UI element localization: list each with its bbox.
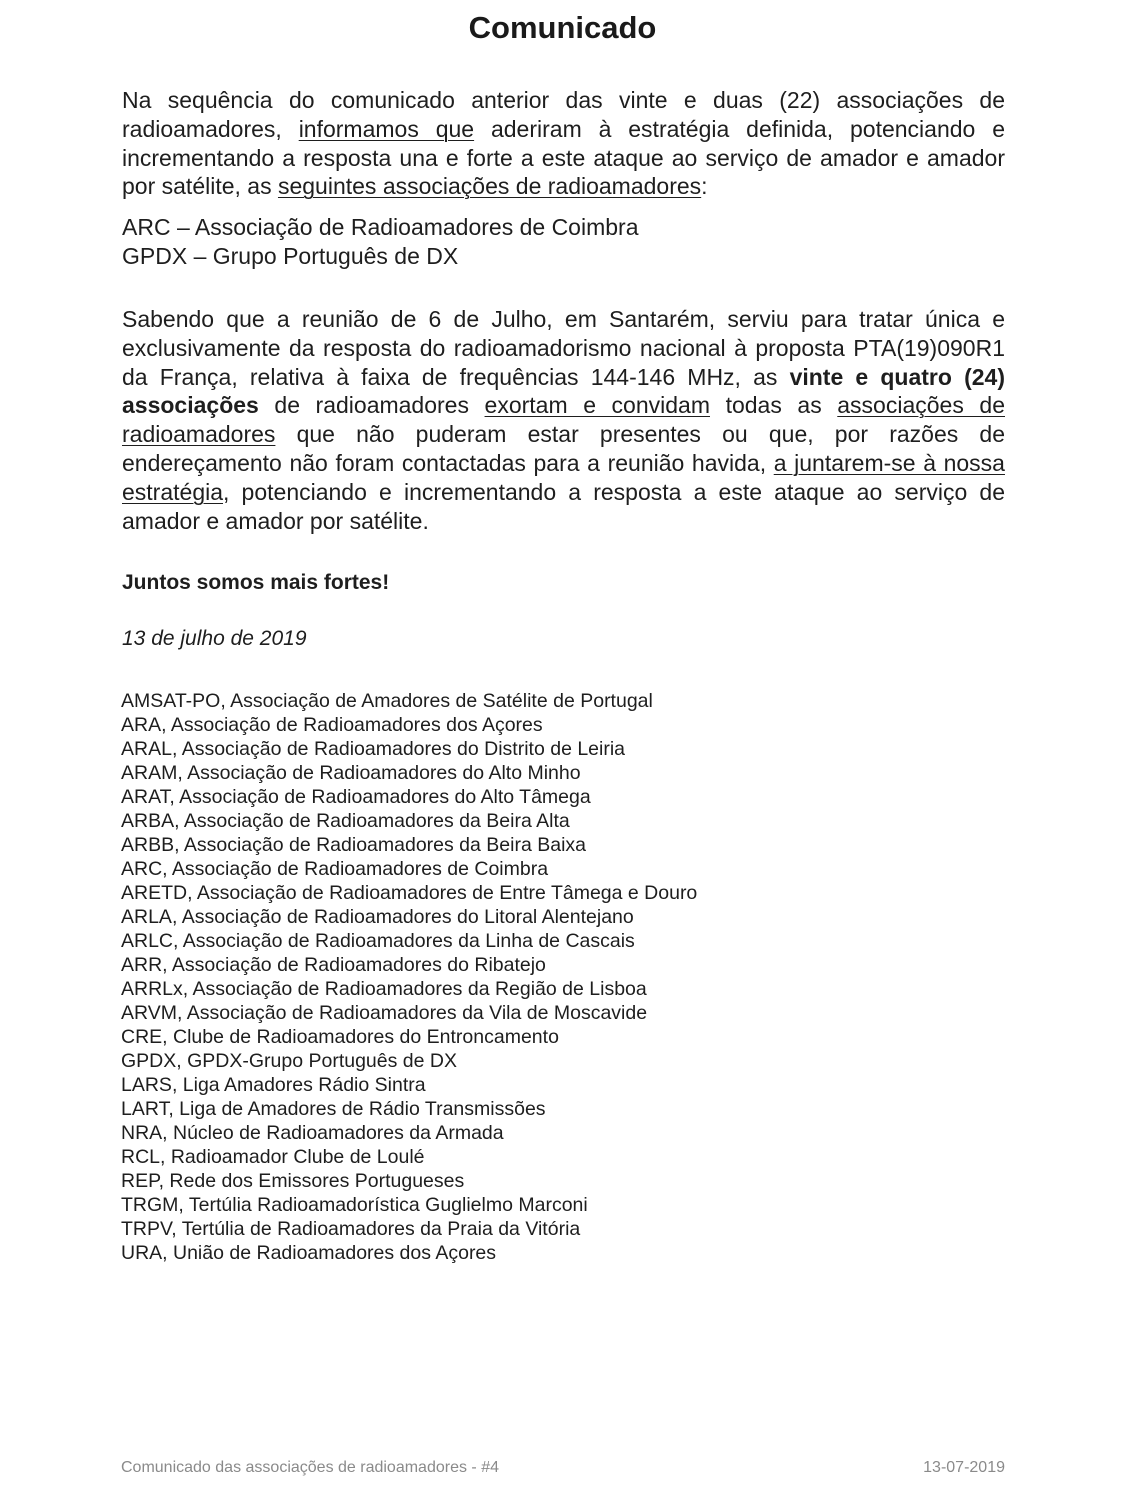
intro-paragraph (122, 86, 1005, 201)
list-item: TRPV, Tertúlia de Radioamadores da Praia da Vitória (121, 1218, 581, 1240)
list-item: ARAT, Associação de Radioamadores do Alto Tâmega (121, 786, 591, 808)
new-members-list (122, 213, 639, 271)
list-item: ARA, Associação de Radioamadores dos Açores (121, 714, 543, 736)
second-text-3: todas as (710, 392, 838, 419)
list-item: ARBB, Associação de Radioamadores da Beira Baixa (121, 834, 587, 856)
list-item: ARC, Associação de Radioamadores de Coimbra (121, 858, 549, 880)
second-text-2: de radioamadores (258, 392, 485, 419)
intro-text-1: Na sequência do comunicado anterior das vinte e duas (22) associações de radioamadores, (122, 87, 1005, 142)
list-item: GPDX, GPDX-Grupo Português de DX (121, 1050, 457, 1072)
list-item: ARETD, Associação de Radioamadores de Entre Tâmega e Douro (121, 882, 698, 904)
list-item: ARAL, Associação de Radioamadores do Distrito de Leiria (121, 738, 626, 760)
list-item: ARLC, Associação de Radioamadores da Linha de Cascais (121, 930, 635, 952)
intro-underlined-1: informamos que (298, 115, 475, 142)
second-bold-1: vinte e quatro (24) associações (122, 363, 1005, 419)
slogan: Juntos somos mais fortes! (122, 571, 390, 594)
list-item: ARBA, Associação de Radioamadores da Beira Alta (121, 810, 570, 832)
list-item: LART, Liga de Amadores de Rádio Transmissões (121, 1098, 546, 1120)
list-item: ARR, Associação de Radioamadores do Ribatejo (121, 954, 546, 976)
list-item: LARS, Liga Amadores Rádio Sintra (121, 1074, 426, 1096)
second-underlined-1: exortam e convidam (484, 392, 710, 419)
second-paragraph (122, 305, 1005, 535)
list-item: ARRLx, Associação de Radioamadores da Região de Lisboa (121, 978, 647, 1000)
intro-text-3: : (701, 173, 708, 200)
list-item: CRE, Clube de Radioamadores do Entroncamento (121, 1026, 559, 1048)
new-member-item: ARC – Associação de Radioamadores de Coimbra (122, 214, 639, 240)
list-item: URA, União de Radioamadores dos Açores (121, 1242, 497, 1264)
list-item: ARAM, Associação de Radioamadores do Alto Minho (121, 762, 581, 784)
list-item: ARVM, Associação de Radioamadores da Vila de Moscavide (121, 1002, 648, 1024)
list-item: REP, Rede dos Emissores Portugueses (121, 1170, 465, 1192)
footer-title: Comunicado das associações de radioamadores - #4 (121, 1459, 499, 1476)
second-text-4: que não puderam estar presentes ou que, por razões de endereçamento não foram contactadas para a reunião havida, (122, 421, 1005, 476)
new-member-item: GPDX – Grupo Português de DX (122, 243, 459, 269)
page-title: Comunicado (468, 10, 657, 45)
list-item: AMSAT-PO, Associação de Amadores de Satélite de Portugal (121, 690, 653, 712)
list-item: NRA, Núcleo de Radioamadores da Armada (121, 1122, 504, 1144)
list-item: TRGM, Tertúlia Radioamadorística Guglielmo Marconi (121, 1194, 588, 1216)
intro-underlined-2: seguintes associações de radioamadores (277, 173, 702, 200)
second-text-5: , potenciando e incrementando a resposta a este ataque ao serviço de amador e amador por satélite. (122, 478, 1005, 534)
intro-text-2: aderiram à estratégia definida, potenciando e incrementando a resposta una e forte a este ataque ao serviço de amador e amador por satélite, as (122, 115, 1005, 200)
associations-list (121, 689, 697, 1265)
footer-date: 13-07-2019 (923, 1459, 1005, 1476)
list-item: RCL, Radioamador Clube de Loulé (121, 1146, 425, 1168)
second-text-1: Sabendo que a reunião de 6 de Julho, em Santarém, serviu para tratar única e exclusivamente da resposta do radioamadorismo nacional à proposta PTA(19)090R1 da França, relativa à faixa de frequências 144-146 MHz, as (122, 306, 1005, 390)
list-item: ARLA, Associação de Radioamadores do Litoral Alentejano (121, 906, 634, 928)
second-underlined-3: a juntarem-se à nossa estratégia (122, 449, 1005, 505)
second-underlined-2: associações de radioamadores (122, 392, 1005, 448)
document-date: 13 de julho de 2019 (122, 627, 307, 650)
